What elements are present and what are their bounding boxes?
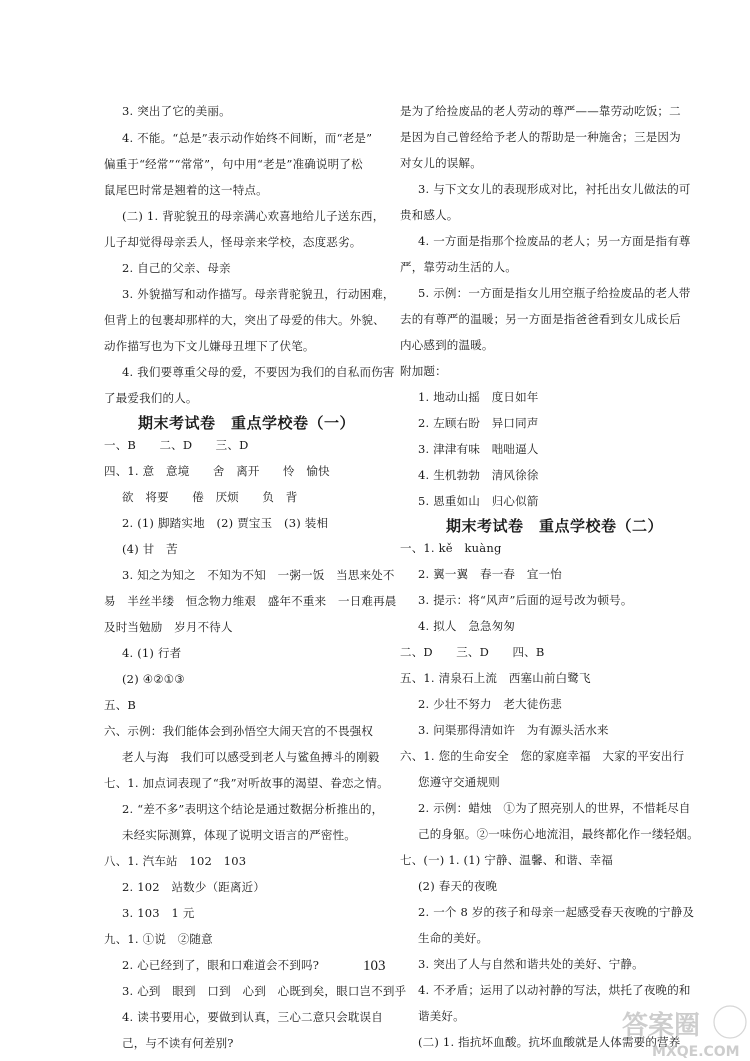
right-line: 五、1. 清泉石上流 西塞山前白鹭飞 [400, 671, 591, 685]
left-line: (4) 甘 苦 [122, 542, 178, 556]
left-line: 4. 读书要用心，要做到认真，三心二意只会耽误自 [122, 1010, 383, 1024]
right-line: 4. 不矛盾；运用了以动衬静的写法，烘托了夜晚的和 [418, 983, 691, 997]
left-line: 四、1. 意 意境 舍 离开 怜 愉快 [104, 464, 330, 478]
right-line: 谐美好。 [418, 1009, 465, 1023]
left-line: 七、1. 加点词表现了“我”对听故事的渴望、眷恋之情。 [104, 776, 389, 790]
left-line: 3. 103 1 元 [122, 906, 195, 920]
section-heading: 期末考试卷 重点学校卷（一） [138, 414, 356, 432]
left-line: 2. “差不多”表明这个结论是通过数据分析推出的， [122, 802, 384, 816]
right-line: 贵和感人。 [400, 208, 459, 222]
right-line: 3. 突出了人与自然和谐共处的美好、宁静。 [418, 957, 644, 971]
left-line: 八、1. 汽车站 102 103 [104, 854, 247, 868]
left-line: 2. 自己的父亲、母亲 [122, 261, 231, 275]
right-line: 4. 拟人 急急匆匆 [418, 619, 516, 633]
right-line: 2. 翼一翼 春一春 宜一怡 [418, 567, 562, 581]
right-line: 是为了给捡废品的老人劳动的尊严——靠劳动吃饭；二 [400, 104, 681, 118]
left-line: 儿子却觉得母亲丢人，怪母亲来学校，态度恶劣。 [104, 235, 362, 249]
right-line: 是因为自己曾经给予老人的帮助是一种施舍；三是因为 [400, 130, 681, 144]
right-line: 对女儿的误解。 [400, 156, 482, 170]
right-line: 六、1. 您的生命安全 您的家庭幸福 大家的平安出行 [400, 749, 685, 763]
right-line: 生命的美好。 [418, 931, 489, 945]
left-line: 2. (1) 脚踏实地 (2) 贾宝玉 (3) 装相 [122, 516, 329, 530]
right-line: 附加题： [400, 364, 447, 378]
left-line: 欲 将要 倦 厌烦 负 背 [122, 490, 298, 504]
left-line: 3. 突出了它的美丽。 [122, 104, 231, 118]
right-line: 2. 左顾右盼 异口同声 [418, 416, 539, 430]
right-line: 2. 一个 8 岁的孩子和母亲一起感受春天夜晚的宁静及 [418, 905, 695, 919]
right-line: 3. 津津有味 咄咄逼人 [418, 442, 539, 456]
page-number: 103 [363, 958, 386, 974]
left-line: 3. 知之为知之 不知为不知 一粥一饭 当思来处不 [122, 568, 395, 582]
left-line: 偏重于“经常”“常常”，句中用“老是”准确说明了松 [104, 157, 363, 171]
left-line: 2. 102 站数少（距离近） [122, 880, 266, 894]
left-line: 4. (1) 行者 [122, 646, 182, 660]
right-line: 5. 恩重如山 归心似箭 [418, 494, 539, 508]
section-heading: 期末考试卷 重点学校卷（二） [446, 517, 664, 535]
right-line: 您遵守交通规则 [418, 775, 500, 789]
right-line: 2. 少壮不努力 老大徒伤悲 [418, 697, 562, 711]
left-line: 了最爱我们的人。 [104, 391, 198, 405]
left-line: 4. 不能。“总是”表示动作始终不间断，而“老是” [122, 131, 373, 145]
left-line: 五、B [104, 698, 137, 712]
right-line: 己的身躯。②一味伤心地流泪，最终都化作一缕轻烟。 [418, 827, 699, 841]
right-line: 1. 地动山摇 度日如年 [418, 390, 539, 404]
left-line: 3. 外貌描写和动作描写。母亲背驼貌丑，行动困难， [122, 287, 395, 301]
left-line: 老人与海 我们可以感受到老人与鲨鱼搏斗的刚毅 [122, 750, 380, 764]
watermark-text: 答案圈 [622, 1011, 701, 1041]
right-line: 2. 示例：蜡烛 ①为了照亮别人的世界，不惜耗尽自 [418, 801, 691, 815]
watermark-url: MXQE.COM [652, 1044, 740, 1060]
right-line: 3. 问渠那得清如许 为有源头活水来 [418, 723, 609, 737]
right-line: 4. 一方面是指那个捡废品的老人；另一方面是指有尊 [418, 234, 691, 248]
right-line: 4. 生机勃勃 清风徐徐 [418, 468, 539, 482]
right-line: 二、D 三、D 四、B [400, 645, 545, 659]
left-line: 己，与不读有何差别? [122, 1036, 234, 1050]
left-line: (2) ④②①③ [122, 672, 185, 686]
right-line: 3. 提示：将“风声”后面的逗号改为顿号。 [418, 593, 633, 607]
right-line: (2) 春天的夜晚 [418, 879, 498, 893]
left-line: 4. 我们要尊重父母的爱，不要因为我们的自私而伤害 [122, 365, 395, 379]
left-line: 2. 心已经到了，眼和口难道会不到吗? [122, 958, 320, 972]
left-line: 3. 心到 眼到 口到 心到 心既到矣，眼口岂不到乎 [122, 984, 407, 998]
right-line: 5. 示例：一方面是指女儿用空瓶子给捡废品的老人带 [418, 286, 691, 300]
left-line: 一、B 二、D 三、D [104, 438, 249, 452]
left-line: 六、示例：我们能体会到孙悟空大闹天宫的不畏强权 [104, 724, 374, 738]
left-line: 但背上的包裹却那样的大，突出了母爱的伟大。外貌、 [104, 313, 385, 327]
left-line: 易 半丝半缕 恒念物力维艰 盛年不重来 一日难再晨 [104, 594, 397, 608]
left-line: (二) 1. 背驼貌丑的母亲满心欢喜地给儿子送东西， [122, 209, 385, 223]
right-line: 严，靠劳动生活的人。 [400, 260, 517, 274]
left-line: 未经实际测算，体现了说明文语言的严密性。 [122, 828, 356, 842]
right-line: 3. 与下文女儿的表现形成对比，衬托出女儿做法的可 [418, 182, 691, 196]
right-line: 内心感到的温暖。 [400, 338, 494, 352]
right-line: 一、1. kě kuàng [400, 541, 502, 555]
right-line: (二) 1. 指抗坏血酸。抗坏血酸就是人体需要的营养 [418, 1035, 681, 1049]
watermark-logo [612, 1000, 750, 1061]
left-line: 动作描写也为下文儿嫌母丑埋下了伏笔。 [104, 339, 315, 353]
left-line: 及时当勉励 岁月不待人 [104, 620, 233, 634]
right-line: 七、(一) 1. (1) 宁静、温馨、和谐、幸福 [400, 853, 613, 867]
left-line: 鼠尾巴时常是翘着的这一特点。 [104, 183, 268, 197]
left-line: 九、1. ①说 ②随意 [104, 932, 213, 946]
right-line: 去的有尊严的温暖；另一方面是指爸爸看到女儿成长后 [400, 312, 681, 326]
